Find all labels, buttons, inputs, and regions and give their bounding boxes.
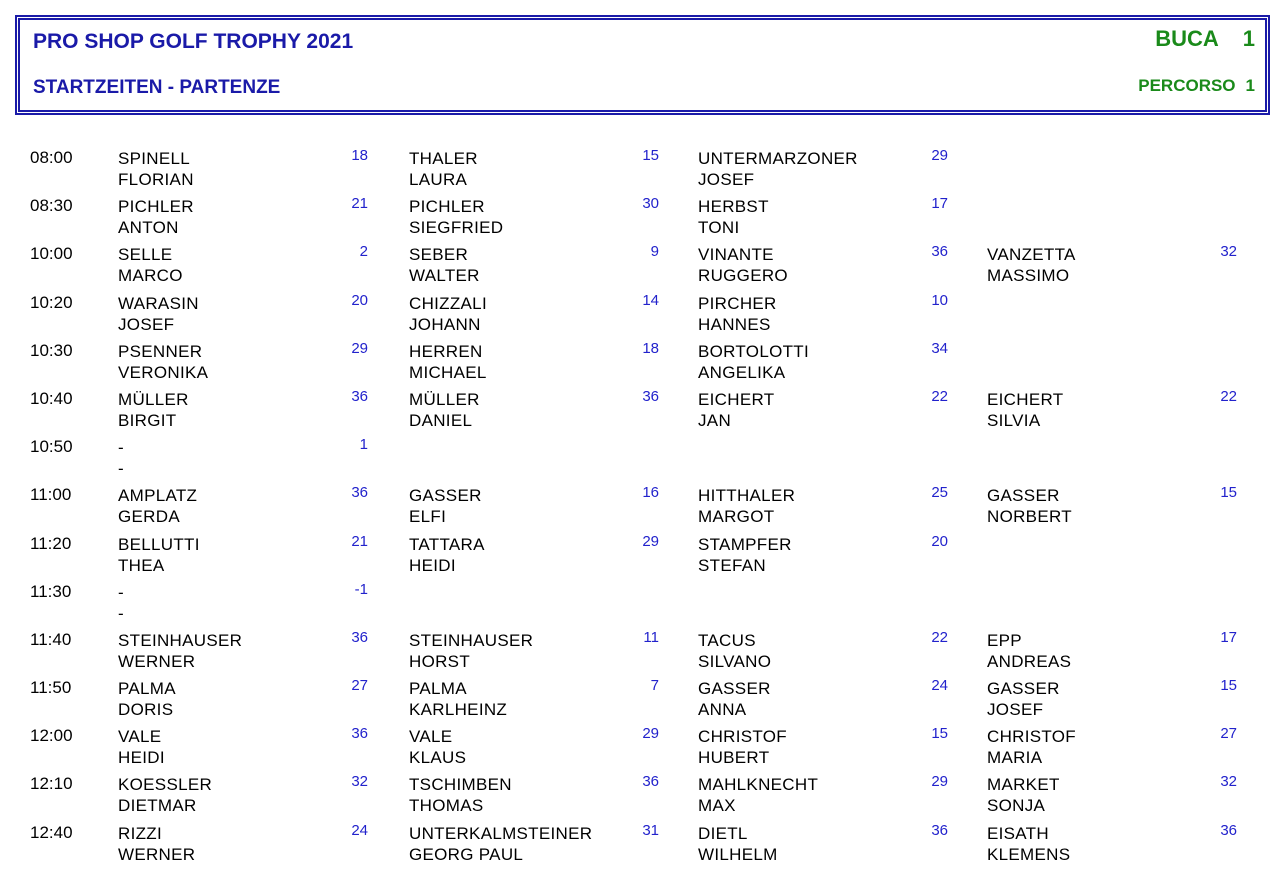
player-last-name: TATTARA	[409, 534, 485, 554]
tee-time-group	[0, 721, 1287, 769]
player-entry	[409, 726, 659, 768]
tee-times-list	[0, 143, 1287, 866]
player-handicap: 31	[642, 821, 659, 839]
player-entry	[118, 341, 368, 383]
player-last-name: CHRISTOF	[698, 727, 787, 747]
player-entry	[118, 244, 368, 286]
start-time: 10:20	[30, 292, 73, 312]
player-first-name: THOMAS	[409, 796, 484, 816]
player-entry	[698, 726, 948, 768]
start-time: 10:00	[30, 244, 73, 264]
player-first-name: -	[118, 459, 124, 479]
player-first-name: TONI	[698, 218, 740, 238]
player-first-name: MARGOT	[698, 507, 775, 527]
player-handicap: 15	[642, 147, 659, 164]
player-last-name: EISATH	[987, 823, 1049, 843]
player-first-name: JOSEF	[118, 314, 175, 334]
player-first-name: ANTON	[118, 218, 179, 238]
player-handicap: 14	[642, 291, 659, 309]
player-handicap: 21	[351, 532, 368, 550]
player-handicap: 1	[359, 436, 368, 454]
player-first-name: KLAUS	[409, 748, 467, 768]
player-last-name: TACUS	[698, 630, 756, 650]
start-time: 08:00	[30, 148, 73, 167]
start-time: 08:30	[30, 196, 73, 216]
player-handicap: 34	[931, 339, 948, 357]
player-entry	[118, 678, 368, 720]
player-last-name: UNTERKALMSTEINER	[409, 823, 593, 843]
player-first-name: ELFI	[409, 507, 447, 527]
player-last-name: PICHLER	[409, 197, 485, 217]
player-handicap: 15	[1220, 484, 1237, 502]
player-handicap: 9	[650, 243, 659, 261]
player-last-name: SELLE	[118, 245, 173, 265]
tee-time-group	[0, 673, 1287, 721]
course-label: PERCORSO	[1138, 76, 1236, 95]
player-last-name: MAHLKNECHT	[698, 775, 819, 795]
player-entry	[118, 726, 368, 768]
player-handicap: 15	[931, 725, 948, 743]
player-entry	[118, 534, 368, 576]
player-entry	[987, 678, 1237, 720]
player-entry	[698, 389, 948, 431]
player-first-name: ANDREAS	[987, 651, 1072, 671]
player-entry	[409, 196, 659, 238]
player-first-name: GERDA	[118, 507, 180, 527]
player-last-name: GASSER	[987, 486, 1060, 506]
player-first-name: NORBERT	[987, 507, 1072, 527]
page-subtitle: STARTZEITEN - PARTENZE	[33, 77, 281, 98]
player-handicap: 16	[642, 484, 659, 502]
start-time: 11:30	[30, 581, 72, 601]
player-entry	[118, 630, 368, 672]
player-entry	[987, 389, 1237, 431]
player-entry	[118, 196, 368, 238]
player-last-name: VALE	[118, 727, 162, 747]
player-handicap: 36	[642, 773, 659, 791]
player-last-name: BELLUTTI	[118, 534, 200, 554]
player-handicap: 29	[931, 147, 948, 164]
player-entry	[698, 244, 948, 286]
player-first-name: SIEGFRIED	[409, 218, 504, 238]
player-last-name: GASSER	[698, 679, 771, 699]
tee-time-group	[0, 191, 1287, 239]
player-first-name: DORIS	[118, 700, 174, 720]
player-entry	[987, 726, 1237, 768]
player-entry	[698, 678, 948, 720]
player-handicap: 36	[1220, 821, 1237, 839]
hole-number: 1	[1242, 26, 1255, 51]
player-handicap: 27	[1220, 725, 1237, 743]
player-first-name: SILVIA	[987, 410, 1041, 430]
tee-time-group	[0, 432, 1287, 480]
player-last-name: STEINHAUSER	[409, 630, 534, 650]
tee-time-group	[0, 818, 1287, 866]
player-entry	[409, 823, 659, 865]
player-last-name: HITTHALER	[698, 486, 796, 506]
player-first-name: MARIA	[987, 748, 1043, 768]
player-last-name: HERREN	[409, 341, 483, 361]
hole-label: BUCA	[1155, 26, 1219, 51]
player-last-name: PSENNER	[118, 341, 203, 361]
player-handicap: 32	[1220, 773, 1237, 791]
player-last-name: PIRCHER	[698, 293, 777, 313]
player-last-name: MARKET	[987, 775, 1060, 795]
player-entry	[987, 485, 1237, 527]
player-entry	[409, 534, 659, 576]
player-first-name: KLEMENS	[987, 844, 1071, 864]
player-handicap: 36	[351, 484, 368, 502]
player-last-name: VANZETTA	[987, 245, 1076, 265]
player-handicap: 7	[650, 677, 659, 695]
player-handicap: 24	[931, 677, 948, 695]
player-entry	[118, 823, 368, 865]
player-last-name: CHRISTOF	[987, 727, 1076, 747]
player-handicap: 29	[351, 339, 368, 357]
player-handicap: 18	[351, 147, 368, 164]
player-entry	[698, 534, 948, 576]
player-first-name: HEIDI	[118, 748, 165, 768]
player-last-name: RIZZI	[118, 823, 162, 843]
player-first-name: HUBERT	[698, 748, 770, 768]
player-last-name: HERBST	[698, 197, 769, 217]
tee-time-group	[0, 577, 1287, 625]
player-first-name: WALTER	[409, 266, 480, 286]
player-handicap: 30	[642, 195, 659, 213]
start-time: 12:40	[30, 822, 73, 842]
player-last-name: STAMPFER	[698, 534, 792, 554]
player-first-name: DANIEL	[409, 410, 473, 430]
player-last-name: DIETL	[698, 823, 748, 843]
player-first-name: ANGELIKA	[698, 362, 786, 382]
player-last-name: -	[118, 438, 124, 458]
player-entry	[698, 774, 948, 816]
player-first-name: STEFAN	[698, 555, 766, 575]
player-last-name: EICHERT	[698, 389, 775, 409]
player-last-name: PALMA	[409, 679, 467, 699]
player-last-name: EICHERT	[987, 389, 1064, 409]
player-first-name: GEORG PAUL	[409, 844, 524, 864]
player-last-name: PICHLER	[118, 197, 194, 217]
player-handicap: 29	[642, 725, 659, 743]
player-last-name: THALER	[409, 149, 478, 168]
tee-time-group	[0, 336, 1287, 384]
player-entry	[698, 196, 948, 238]
player-handicap: 36	[351, 628, 368, 646]
header-box	[15, 15, 1270, 115]
tee-time-group	[0, 529, 1287, 577]
player-handicap: 22	[1220, 387, 1237, 405]
player-entry	[698, 293, 948, 335]
player-entry	[118, 437, 368, 479]
player-handicap: 36	[351, 725, 368, 743]
player-handicap: 20	[351, 291, 368, 309]
course-indicator	[1138, 76, 1255, 96]
player-entry	[118, 774, 368, 816]
player-first-name: WERNER	[118, 651, 196, 671]
player-entry	[118, 582, 368, 624]
player-handicap: 36	[642, 387, 659, 405]
player-last-name: UNTERMARZONER	[698, 149, 858, 168]
player-handicap: 20	[931, 532, 948, 550]
player-handicap: 36	[931, 243, 948, 261]
player-entry	[698, 341, 948, 383]
player-first-name: WILHELM	[698, 844, 778, 864]
tee-time-group	[0, 769, 1287, 817]
player-handicap: 24	[351, 821, 368, 839]
player-first-name: HEIDI	[409, 555, 456, 575]
player-entry	[409, 678, 659, 720]
player-first-name: HANNES	[698, 314, 771, 334]
player-handicap: 29	[642, 532, 659, 550]
player-last-name: KOESSLER	[118, 775, 213, 795]
player-first-name: JOHANN	[409, 314, 481, 334]
start-time: 10:30	[30, 340, 73, 360]
player-first-name: JOSEF	[987, 700, 1044, 720]
player-entry	[698, 148, 948, 190]
player-handicap: 25	[931, 484, 948, 502]
player-entry	[409, 148, 659, 190]
player-entry	[409, 293, 659, 335]
player-handicap: 17	[931, 195, 948, 213]
start-time: 11:40	[30, 629, 72, 649]
tee-time-group	[0, 239, 1287, 287]
player-first-name: FLORIAN	[118, 170, 194, 189]
player-handicap: -1	[354, 580, 368, 598]
player-handicap: 36	[931, 821, 948, 839]
player-last-name: GASSER	[987, 679, 1060, 699]
tee-time-group	[0, 480, 1287, 528]
player-first-name: THEA	[118, 555, 165, 575]
player-handicap: 27	[351, 677, 368, 695]
player-first-name: MICHAEL	[409, 362, 487, 382]
player-first-name: MASSIMO	[987, 266, 1070, 286]
tee-time-group	[0, 288, 1287, 336]
player-first-name: JAN	[698, 410, 732, 430]
player-entry	[118, 389, 368, 431]
player-last-name: PALMA	[118, 679, 176, 699]
player-last-name: CHIZZALI	[409, 293, 487, 313]
player-first-name: WERNER	[118, 844, 196, 864]
start-time: 10:40	[30, 388, 73, 408]
player-handicap: 32	[1220, 243, 1237, 261]
player-entry	[118, 485, 368, 527]
player-last-name: STEINHAUSER	[118, 630, 243, 650]
player-handicap: 29	[931, 773, 948, 791]
page-title: PRO SHOP GOLF TROPHY 2021	[33, 30, 354, 53]
start-time: 12:00	[30, 726, 73, 746]
start-time: 10:50	[30, 437, 73, 457]
player-entry	[118, 293, 368, 335]
player-first-name: KARLHEINZ	[409, 700, 508, 720]
start-time: 11:50	[30, 678, 72, 698]
player-first-name: BIRGIT	[118, 410, 177, 430]
tee-time-group	[0, 384, 1287, 432]
player-last-name: GASSER	[409, 486, 482, 506]
player-entry	[409, 244, 659, 286]
player-first-name: VERONIKA	[118, 362, 209, 382]
player-first-name: MAX	[698, 796, 736, 816]
player-entry	[698, 485, 948, 527]
player-last-name: AMPLATZ	[118, 486, 198, 506]
player-last-name: TSCHIMBEN	[409, 775, 512, 795]
player-last-name: BORTOLOTTI	[698, 341, 810, 361]
player-handicap: 36	[351, 387, 368, 405]
player-handicap: 18	[642, 339, 659, 357]
player-entry	[698, 630, 948, 672]
player-first-name: LAURA	[409, 170, 468, 189]
player-entry	[987, 244, 1237, 286]
player-entry	[409, 341, 659, 383]
player-last-name: MÜLLER	[409, 389, 480, 409]
player-last-name: VALE	[409, 727, 453, 747]
hole-indicator	[1155, 26, 1255, 52]
player-entry	[409, 630, 659, 672]
player-handicap: 22	[931, 387, 948, 405]
player-first-name: SONJA	[987, 796, 1046, 816]
player-last-name: SEBER	[409, 245, 469, 265]
player-first-name: -	[118, 603, 124, 623]
tee-time-group	[0, 625, 1287, 673]
start-time: 11:00	[30, 485, 72, 505]
player-first-name: JOSEF	[698, 170, 755, 189]
player-handicap: 32	[351, 773, 368, 791]
tee-time-group	[0, 143, 1287, 191]
player-entry	[118, 148, 368, 190]
player-first-name: HORST	[409, 651, 470, 671]
player-entry	[987, 774, 1237, 816]
player-handicap: 17	[1220, 628, 1237, 646]
player-handicap: 21	[351, 195, 368, 213]
player-last-name: -	[118, 582, 124, 602]
player-first-name: RUGGERO	[698, 266, 788, 286]
player-handicap: 10	[931, 291, 948, 309]
player-handicap: 2	[359, 243, 368, 261]
player-handicap: 22	[931, 628, 948, 646]
player-first-name: MARCO	[118, 266, 183, 286]
player-last-name: WARASIN	[118, 293, 199, 313]
player-handicap: 11	[643, 628, 659, 646]
player-entry	[987, 630, 1237, 672]
player-first-name: ANNA	[698, 700, 747, 720]
player-last-name: SPINELL	[118, 149, 191, 168]
player-handicap: 15	[1220, 677, 1237, 695]
course-number: 1	[1245, 76, 1255, 95]
player-entry	[698, 823, 948, 865]
start-time: 12:10	[30, 774, 73, 794]
player-last-name: EPP	[987, 630, 1022, 650]
player-first-name: DIETMAR	[118, 796, 197, 816]
player-last-name: VINANTE	[698, 245, 774, 265]
player-entry	[409, 389, 659, 431]
player-entry	[987, 823, 1237, 865]
player-entry	[409, 774, 659, 816]
start-time: 11:20	[30, 533, 72, 553]
player-last-name: MÜLLER	[118, 389, 189, 409]
player-first-name: SILVANO	[698, 651, 772, 671]
player-entry	[409, 485, 659, 527]
